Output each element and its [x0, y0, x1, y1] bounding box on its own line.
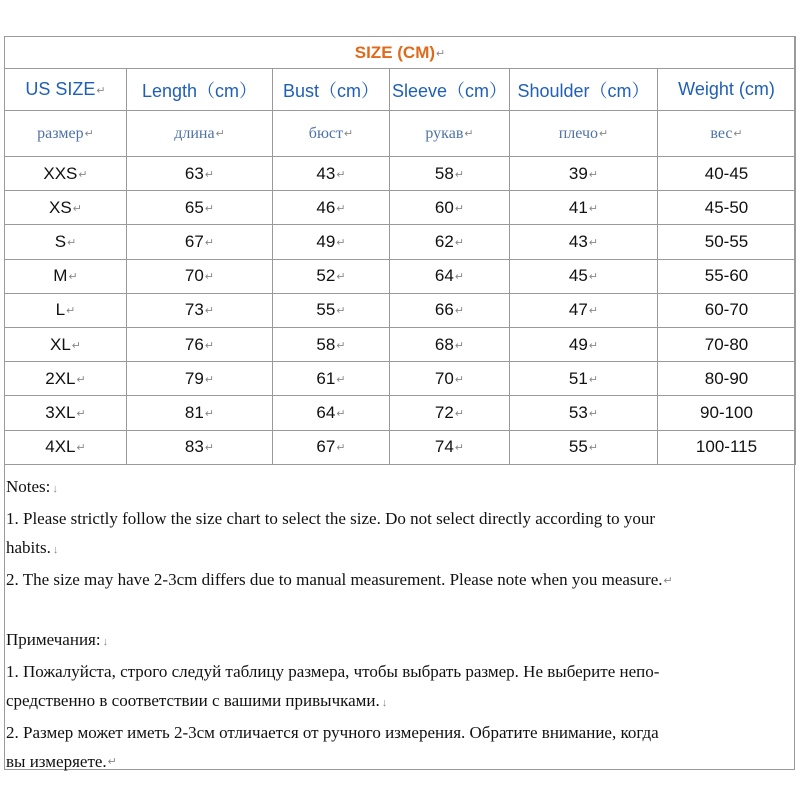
cell-value-sleeve: 74	[434, 437, 454, 457]
ru-header-cell	[127, 111, 273, 157]
table-cell-bust	[273, 293, 390, 327]
paragraph-mark-icon: ↵	[454, 373, 465, 386]
ru-header-weight: вес	[710, 124, 733, 142]
paragraph-mark-icon: ↵	[66, 305, 76, 318]
paragraph-mark-icon: ↵	[78, 168, 88, 181]
ru-header-sleeve: рукав	[425, 124, 464, 142]
notes-heading-line	[6, 472, 792, 504]
cell-value-sleeve: 66	[434, 300, 454, 320]
note-line	[6, 686, 792, 718]
table-cell-weight	[658, 293, 796, 327]
paragraph-mark-icon: ↵	[454, 339, 465, 352]
paragraph-mark-icon: ↵	[336, 236, 346, 249]
table-cell-sleeve	[390, 225, 510, 259]
notes-section	[6, 472, 792, 777]
cell-value-length: 63	[184, 163, 204, 183]
table-cell-weight	[658, 225, 796, 259]
table-cell-sleeve	[390, 259, 510, 293]
paragraph-mark-icon: ↵	[204, 202, 215, 215]
table-cell-weight	[658, 191, 796, 225]
paragraph-mark-icon: ↵	[454, 236, 465, 249]
cell-value-size: M	[53, 266, 68, 286]
note-line	[6, 533, 792, 565]
table-cell-shoulder	[510, 293, 658, 327]
line-break-icon: ↓	[102, 635, 109, 648]
paragraph-mark-icon: ↵	[215, 127, 225, 140]
header-cell	[510, 69, 658, 111]
table-cell-length	[127, 362, 273, 396]
paragraph-mark-icon: ↵	[454, 202, 465, 215]
paragraph-mark-icon: ↵	[454, 442, 465, 455]
table-row	[5, 157, 796, 191]
paragraph-mark-icon: ↵	[204, 407, 215, 420]
table-cell-weight	[658, 362, 796, 396]
table-cell-bust	[273, 191, 390, 225]
ru-header-size: размер	[37, 124, 84, 142]
ru-header-bust: бюст	[308, 124, 343, 142]
paragraph-mark-icon: ↵	[588, 236, 599, 249]
table-cell-size	[5, 157, 127, 191]
ru-header-length: длина	[174, 124, 215, 142]
note-line	[6, 747, 792, 778]
table-cell-size	[5, 259, 127, 293]
cell-value-bust: 61	[316, 368, 336, 388]
cell-value-weight: 80-90	[704, 368, 749, 388]
note-line	[6, 657, 792, 686]
paragraph-mark-icon: ↵	[72, 202, 82, 215]
paragraph-mark-icon: ↵	[454, 168, 465, 181]
paragraph-mark-icon: ↵	[204, 168, 215, 181]
header-cell	[127, 69, 273, 111]
paragraph-mark-icon: ↵	[67, 236, 77, 249]
cell-value-bust: 55	[316, 300, 336, 320]
paragraph-mark-icon: ↵	[204, 442, 215, 455]
cell-value-bust: 52	[316, 266, 336, 286]
paragraph-mark-icon: ↵	[336, 202, 346, 215]
paragraph-mark-icon: ↵	[76, 407, 86, 420]
cell-value-bust: 46	[316, 197, 336, 217]
cell-value-weight: 40-45	[704, 163, 749, 183]
table-row	[5, 327, 796, 361]
cell-value-shoulder: 43	[568, 231, 588, 251]
header-cell	[5, 69, 127, 111]
table-cell-sleeve	[390, 157, 510, 191]
cell-value-length: 70	[184, 266, 204, 286]
paragraph-mark-icon: ↵	[336, 339, 346, 352]
header-row	[5, 69, 796, 111]
table-cell-size	[5, 293, 127, 327]
table-cell-shoulder	[510, 259, 658, 293]
table-cell-shoulder	[510, 327, 658, 361]
cell-value-shoulder: 51	[568, 368, 588, 388]
note-ru-2-cont: вы измеряете.	[6, 751, 107, 771]
table-cell-bust	[273, 430, 390, 464]
table-cell-sleeve	[390, 293, 510, 327]
table-cell-length	[127, 327, 273, 361]
cell-value-sleeve: 64	[434, 266, 454, 286]
note-en-2: 2. The size may have 2-3cm differs due to manual measurement. Please note when you measure.	[6, 570, 663, 589]
paragraph-mark-icon: ↵	[107, 756, 117, 769]
cell-value-shoulder: 47	[568, 300, 588, 320]
table-cell-shoulder	[510, 396, 658, 430]
size-rows	[5, 157, 796, 465]
table-row	[5, 259, 796, 293]
table-cell-weight	[658, 430, 796, 464]
header-sleeve: Sleeve（cm）	[391, 80, 508, 101]
table-row	[5, 293, 796, 327]
table-cell-length	[127, 157, 273, 191]
paragraph-mark-icon: ↵	[588, 407, 599, 420]
cell-value-length: 67	[184, 231, 204, 251]
note-ru-2: 2. Размер может иметь 2-3см отличается от ручного измерения. Обратите внимание, когда	[6, 722, 659, 742]
header-shoulder: Shoulder（cm）	[517, 80, 650, 101]
size-table	[4, 36, 796, 465]
cell-value-sleeve: 72	[434, 402, 454, 422]
paragraph-mark-icon: ↵	[588, 202, 599, 215]
cell-value-size: 4XL	[45, 437, 76, 457]
note-line	[6, 565, 792, 596]
table-row	[5, 396, 796, 430]
cell-value-weight: 55-60	[704, 266, 749, 286]
cell-value-bust: 67	[316, 437, 336, 457]
cell-value-sleeve: 62	[434, 231, 454, 251]
cell-value-size: 2XL	[45, 368, 76, 388]
ru-header-cell	[5, 111, 127, 157]
table-row	[5, 430, 796, 464]
cell-value-size: XS	[49, 197, 72, 217]
table-cell-shoulder	[510, 225, 658, 259]
paragraph-mark-icon: ↵	[71, 339, 81, 352]
table-title: SIZE (CM)	[354, 42, 436, 62]
table-cell-size	[5, 225, 127, 259]
paragraph-mark-icon: ↵	[76, 442, 86, 455]
cell-value-length: 65	[184, 197, 204, 217]
note-line	[6, 504, 792, 533]
cell-value-weight: 90-100	[700, 402, 753, 422]
table-cell-shoulder	[510, 191, 658, 225]
paragraph-mark-icon: ↵	[204, 236, 215, 249]
paragraph-mark-icon: ↵	[599, 127, 609, 140]
table-cell-length	[127, 430, 273, 464]
table-cell-weight	[658, 327, 796, 361]
paragraph-mark-icon: ↵	[588, 305, 599, 318]
cell-value-size: L	[55, 300, 66, 320]
header-bust: Bust（cm）	[282, 80, 379, 101]
paragraph-mark-icon: ↵	[454, 407, 465, 420]
cell-value-size: S	[54, 231, 67, 251]
cell-value-weight: 60-70	[704, 300, 749, 320]
cell-value-shoulder: 49	[568, 334, 588, 354]
cell-value-weight: 50-55	[704, 231, 749, 251]
paragraph-mark-icon: ↵	[464, 127, 474, 140]
table-cell-sleeve	[390, 327, 510, 361]
paragraph-mark-icon: ↵	[204, 373, 215, 386]
paragraph-mark-icon: ↵	[84, 127, 94, 140]
cell-value-shoulder: 45	[568, 266, 588, 286]
table-cell-weight	[658, 259, 796, 293]
paragraph-mark-icon: ↵	[336, 305, 346, 318]
paragraph-mark-icon: ↵	[204, 305, 215, 318]
paragraph-mark-icon: ↵	[436, 47, 446, 60]
ru-header-cell	[390, 111, 510, 157]
paragraph-mark-icon: ↵	[204, 339, 215, 352]
notes-heading-en: Notes:	[6, 477, 51, 496]
table-cell-length	[127, 293, 273, 327]
table-cell-length	[127, 259, 273, 293]
header-cell	[390, 69, 510, 111]
cell-value-weight: 70-80	[704, 334, 749, 354]
cell-value-shoulder: 53	[568, 402, 588, 422]
table-cell-sleeve	[390, 362, 510, 396]
cell-value-size: XL	[49, 334, 71, 354]
table-cell-size	[5, 327, 127, 361]
line-break-icon: ↓	[52, 483, 58, 495]
cell-value-size: 3XL	[45, 402, 76, 422]
cell-value-bust: 58	[316, 334, 336, 354]
table-row	[5, 362, 796, 396]
paragraph-mark-icon: ↵	[588, 442, 599, 455]
note-en-1: 1. Please strictly follow the size chart to select the size. Do not select directly according to your	[6, 509, 656, 528]
cell-value-shoulder: 39	[568, 163, 588, 183]
cell-value-length: 73	[184, 300, 204, 320]
note-ru-1: 1. Пожалуйста, строго следуй таблицу размера, чтобы выбрать размер. Не выберите непо-	[6, 661, 660, 681]
header-length: Length（cm）	[141, 80, 258, 101]
header-weight: Weight (cm)	[678, 79, 775, 99]
ru-header-cell	[658, 111, 796, 157]
cell-value-size: XXS	[43, 163, 78, 183]
paragraph-mark-icon: ↵	[663, 574, 673, 587]
table-cell-size	[5, 191, 127, 225]
cell-value-weight: 45-50	[704, 197, 749, 217]
ru-header-cell	[273, 111, 390, 157]
paragraph-mark-icon: ↵	[588, 168, 599, 181]
cell-value-bust: 43	[316, 163, 336, 183]
cell-value-length: 81	[184, 402, 204, 422]
table-cell-shoulder	[510, 157, 658, 191]
table-cell-length	[127, 225, 273, 259]
russian-header-row	[5, 111, 796, 157]
paragraph-mark-icon: ↵	[733, 127, 743, 140]
note-ru-1-cont: средственно в соответствии с вашими привычками.	[6, 690, 380, 710]
table-cell-size	[5, 362, 127, 396]
paragraph-mark-icon: ↵	[68, 271, 78, 284]
cell-value-sleeve: 58	[434, 163, 454, 183]
line-break-icon: ↓	[381, 696, 388, 709]
cell-value-weight: 100-115	[695, 437, 758, 457]
paragraph-mark-icon: ↵	[588, 271, 599, 284]
title-row	[5, 37, 796, 69]
table-cell-sleeve	[390, 191, 510, 225]
table-cell-shoulder	[510, 430, 658, 464]
cell-value-sleeve: 68	[434, 334, 454, 354]
table-cell-weight	[658, 157, 796, 191]
table-row	[5, 225, 796, 259]
line-break-icon: ↓	[52, 544, 59, 556]
table-cell-length	[127, 191, 273, 225]
cell-value-bust: 64	[316, 402, 336, 422]
table-cell-shoulder	[510, 362, 658, 396]
paragraph-mark-icon: ↵	[454, 271, 465, 284]
ru-header-shoulder: плечо	[558, 124, 599, 142]
paragraph-mark-icon: ↵	[336, 271, 346, 284]
cell-value-sleeve: 60	[434, 197, 454, 217]
note-en-1-cont: habits.	[6, 538, 51, 557]
table-cell-sleeve	[390, 430, 510, 464]
table-cell-size	[5, 430, 127, 464]
table-cell-size	[5, 396, 127, 430]
paragraph-mark-icon: ↵	[343, 127, 354, 140]
cell-value-bust: 49	[316, 231, 336, 251]
table-cell-sleeve	[390, 396, 510, 430]
paragraph-mark-icon: ↵	[336, 168, 346, 181]
header-cell	[273, 69, 390, 111]
table-cell-bust	[273, 396, 390, 430]
note-line	[6, 718, 792, 747]
table-cell-bust	[273, 362, 390, 396]
paragraph-mark-icon: ↵	[336, 407, 346, 420]
paragraph-mark-icon: ↵	[204, 271, 215, 284]
paragraph-mark-icon: ↵	[76, 373, 86, 386]
table-cell-bust	[273, 157, 390, 191]
table-cell-length	[127, 396, 273, 430]
table-title-cell	[5, 37, 796, 69]
table-cell-weight	[658, 396, 796, 430]
header-us-size: US SIZE	[25, 79, 96, 99]
ru-header-cell	[510, 111, 658, 157]
paragraph-mark-icon: ↵	[336, 442, 346, 455]
cell-value-length: 76	[184, 334, 204, 354]
table-row	[5, 191, 796, 225]
cell-value-shoulder: 41	[568, 197, 588, 217]
header-cell	[658, 69, 796, 111]
notes-heading-line	[6, 625, 792, 657]
paragraph-mark-icon: ↵	[454, 305, 465, 318]
notes-heading-ru: Примечания:	[6, 629, 101, 649]
paragraph-mark-icon: ↵	[336, 373, 346, 386]
paragraph-mark-icon: ↵	[96, 85, 106, 98]
cell-value-length: 83	[184, 437, 204, 457]
table-cell-bust	[273, 327, 390, 361]
table-cell-bust	[273, 225, 390, 259]
paragraph-mark-icon: ↵	[588, 339, 599, 352]
cell-value-sleeve: 70	[434, 368, 454, 388]
table-cell-bust	[273, 259, 390, 293]
paragraph-mark-icon: ↵	[588, 373, 599, 386]
cell-value-shoulder: 55	[568, 437, 588, 457]
cell-value-length: 79	[184, 368, 204, 388]
